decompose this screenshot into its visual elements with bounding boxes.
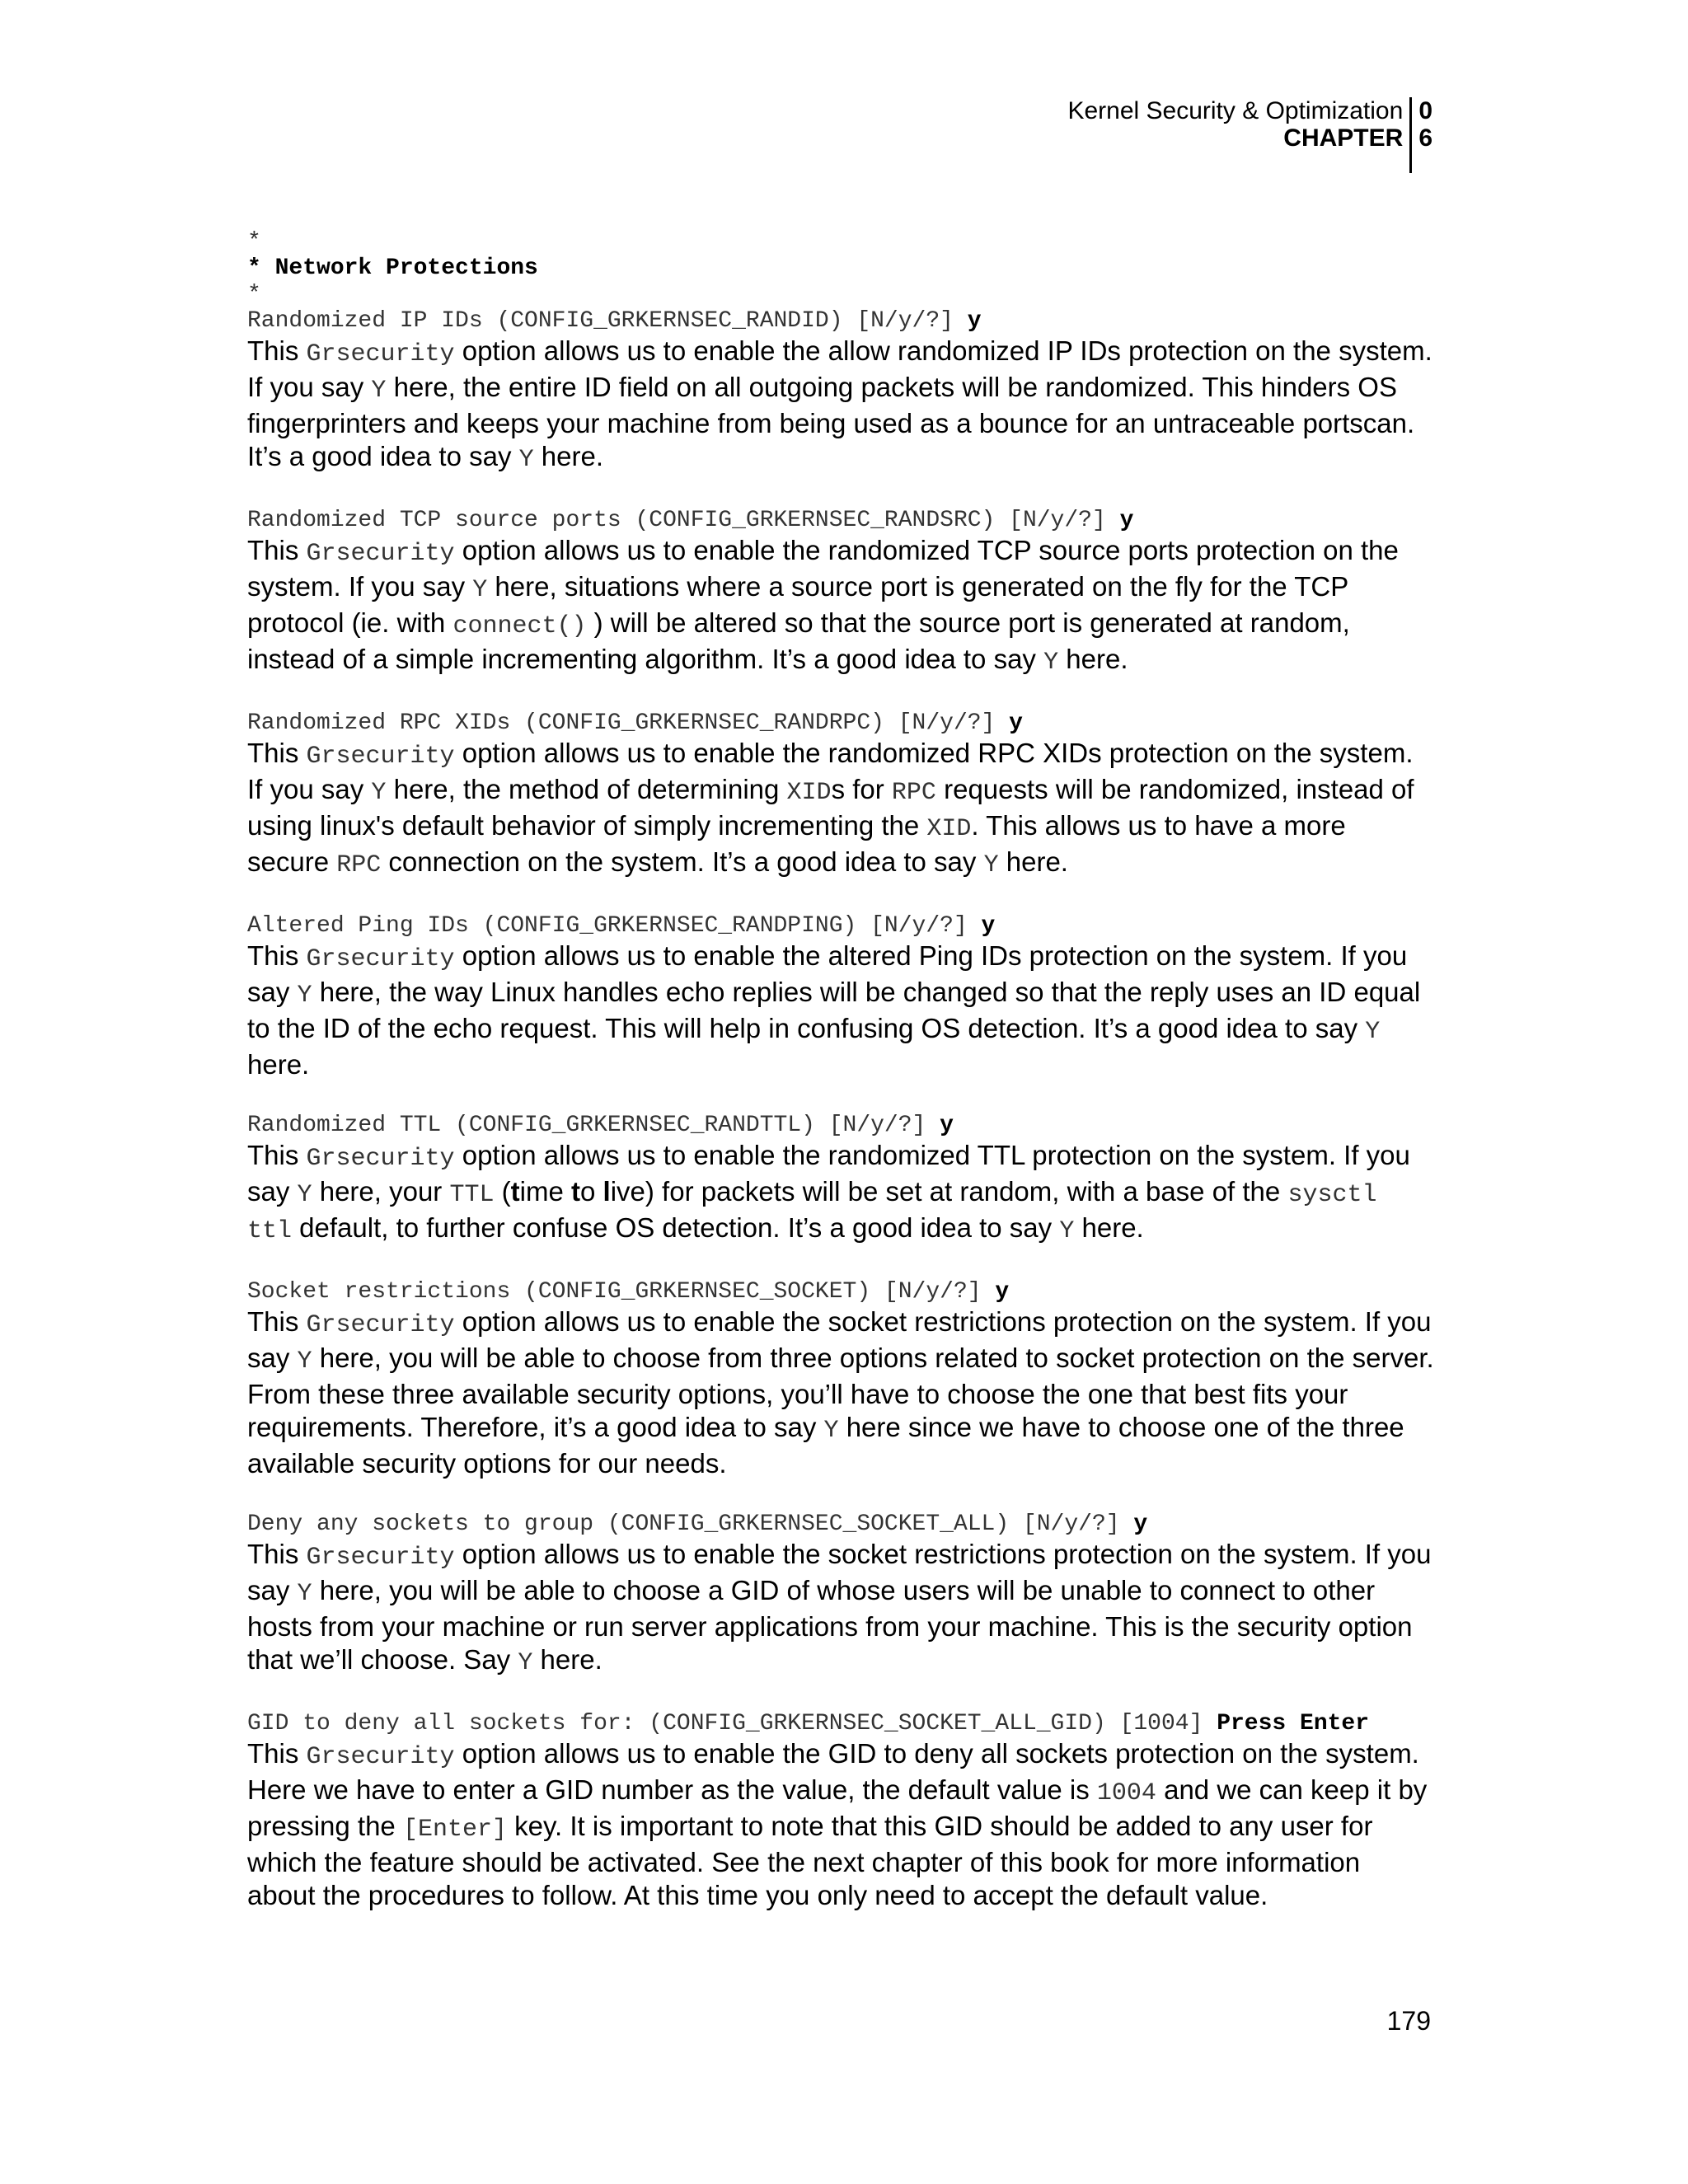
inline-code: Y	[297, 1181, 312, 1209]
chapter-digit-2: 6	[1418, 124, 1432, 152]
inline-code: XID	[786, 779, 832, 807]
config-prompt-text: GID to deny all sockets for: (CONFIG_GRKERNSEC_SOCKET_ALL_GID) [1004]	[247, 1711, 1217, 1736]
description-text: (	[494, 1176, 511, 1207]
inline-code: RPC	[891, 779, 936, 807]
config-prompt-text: Altered Ping IDs (CONFIG_GRKERNSEC_RANDPING) [N/y/?]	[247, 913, 982, 939]
chapter-digit-1: 0	[1418, 97, 1432, 124]
description-text: here.	[998, 846, 1068, 877]
description-text: here, the way Linux handles echo replies will be changed so that the reply uses an ID equal to the ID of the echo request. This will help in confusing OS detection. It’s a good idea to say	[247, 977, 1421, 1043]
config-answer: y	[995, 1279, 1010, 1305]
description-text: . This allows us to have a more secure	[247, 810, 1346, 877]
description-text: s for	[831, 774, 892, 804]
description-text: option allows us to enable the allow randomized IP IDs protection on the system. If you say	[247, 335, 1432, 402]
inline-code: TTL	[449, 1181, 495, 1209]
config-answer: y	[1009, 710, 1023, 736]
inline-code: Y	[297, 982, 312, 1010]
inline-code: 1004	[1096, 1779, 1156, 1807]
description-text: here.	[532, 1644, 603, 1675]
description-text: option allows us to enable the randomized TTL protection on the system. If you say	[247, 1140, 1410, 1207]
config-prompt	[247, 1711, 1434, 1737]
config-section	[247, 1511, 1434, 1680]
description-text: requests will be randomized, instead of using linux's default behavior of simply incrementing the	[247, 774, 1414, 841]
description-text: This	[247, 335, 307, 366]
description-text: key. It is important to note that this GID should be added to any user for which the feature should be activated. See the next chapter of this book for more information about the procedures to follow. At this time you only need to accept the default value.	[247, 1811, 1373, 1910]
description-text: option allows us to enable the randomized TCP source ports protection on the system. If you say	[247, 535, 1399, 602]
description-text: and we can keep it by pressing the	[247, 1774, 1428, 1841]
header-chapter-number	[1412, 97, 1432, 173]
inline-code: sysctl ttl	[247, 1181, 1377, 1245]
inline-code: Y	[823, 1417, 839, 1445]
inline-code: Y	[1365, 1018, 1381, 1046]
config-section	[247, 1113, 1434, 1248]
config-description	[247, 1139, 1434, 1248]
config-prompt-text: Deny any sockets to group (CONFIG_GRKERNSEC_SOCKET_ALL) [N/y/?]	[247, 1511, 1134, 1537]
config-section	[247, 508, 1434, 679]
inline-code: Y	[983, 851, 999, 879]
inline-code: Grsecurity	[306, 743, 455, 771]
inline-code: Y	[518, 446, 534, 474]
config-prompt-text: Randomized IP IDs (CONFIG_GRKERNSEC_RANDID) [N/y/?]	[247, 308, 968, 334]
config-section	[247, 1711, 1434, 1912]
bold-letter: t	[571, 1176, 580, 1207]
description-text: option allows us to enable the GID to deny all sockets protection on the system. Here we have to enter a GID number as the value, the default value is	[247, 1738, 1419, 1805]
config-prompt	[247, 308, 1434, 335]
section-heading: * Network Protections	[247, 255, 538, 281]
description-text: here, situations where a source port is generated on the fly for the TCP protocol (ie. with	[247, 571, 1348, 638]
config-description	[247, 940, 1434, 1081]
config-description	[247, 335, 1434, 476]
config-prompt	[247, 1113, 1434, 1139]
description-text: This	[247, 940, 307, 971]
description-text: here.	[1058, 644, 1128, 674]
intro-star-line: *	[247, 282, 261, 307]
config-prompt	[247, 710, 1434, 737]
description-text: here, your	[312, 1176, 450, 1207]
description-text: here, the method of determining	[386, 774, 787, 804]
inline-code: RPC	[336, 851, 382, 879]
inline-code: Y	[518, 1649, 533, 1677]
description-text: ime	[519, 1176, 571, 1207]
description-text: This	[247, 738, 307, 768]
config-section	[247, 710, 1434, 882]
description-text: This	[247, 1306, 307, 1337]
config-section	[247, 1279, 1434, 1480]
config-answer: y	[981, 913, 996, 939]
inline-code: Grsecurity	[306, 945, 455, 973]
inline-code: Grsecurity	[306, 540, 455, 568]
inline-code: Grsecurity	[306, 1145, 455, 1173]
inline-code: connect()	[452, 612, 587, 640]
config-section	[247, 308, 1434, 476]
description-text: here since we have to choose one of the three available security options for our needs.	[247, 1412, 1404, 1479]
config-description	[247, 534, 1434, 679]
description-text: here.	[247, 1049, 310, 1080]
intro-star-line: *	[247, 229, 261, 255]
config-prompt-text: Socket restrictions (CONFIG_GRKERNSEC_SOCKET) [N/y/?]	[247, 1279, 996, 1305]
description-text: here.	[1074, 1212, 1144, 1243]
inline-code: Grsecurity	[306, 1544, 455, 1572]
inline-code: [Enter]	[402, 1816, 507, 1844]
bold-letter: t	[510, 1176, 520, 1207]
description-text: here, you will be able to choose from three options related to socket protection on the server. From these three available security options, you’ll have to choose the one that best fits your requirements. Therefore, it’s a good idea to say	[247, 1343, 1434, 1442]
inline-code: Y	[297, 1580, 312, 1608]
config-section	[247, 913, 1434, 1081]
description-text: This	[247, 1738, 307, 1769]
config-answer: y	[1133, 1511, 1148, 1537]
description-text: This	[247, 1140, 307, 1170]
config-answer: y	[967, 308, 982, 334]
description-text: This	[247, 535, 307, 565]
config-prompt	[247, 508, 1434, 534]
config-answer: y	[940, 1113, 954, 1138]
inline-code: Y	[371, 377, 387, 405]
inline-code: Grsecurity	[306, 1311, 455, 1339]
inline-code: Grsecurity	[306, 1743, 455, 1771]
config-prompt	[247, 1511, 1434, 1538]
config-prompt	[247, 913, 1434, 940]
description-text: option allows us to enable the altered Ping IDs protection on the system. If you say	[247, 940, 1408, 1007]
header-text	[1067, 97, 1409, 173]
inline-code: Y	[1043, 649, 1059, 677]
page-header	[1067, 97, 1432, 173]
config-answer: Press Enter	[1217, 1711, 1370, 1736]
inline-code: Grsecurity	[306, 340, 455, 368]
config-description	[247, 1305, 1434, 1480]
description-text: This	[247, 1539, 307, 1569]
config-answer: y	[1119, 508, 1134, 533]
description-text: o	[580, 1176, 603, 1207]
config-prompt-text: Randomized RPC XIDs (CONFIG_GRKERNSEC_RANDRPC) [N/y/?]	[247, 710, 1010, 736]
config-description	[247, 737, 1434, 882]
inline-code: Y	[297, 1347, 312, 1376]
config-description	[247, 1737, 1434, 1912]
description-text: default, to further confuse OS detection. It’s a good idea to say	[292, 1212, 1060, 1243]
config-description	[247, 1538, 1434, 1680]
config-prompt-text: Randomized TTL (CONFIG_GRKERNSEC_RANDTTL) [N/y/?]	[247, 1113, 940, 1138]
page-number: 179	[1386, 2006, 1431, 2036]
inline-code: XID	[926, 815, 972, 843]
header-chapter-label: CHAPTER	[1283, 124, 1404, 152]
description-text: ) will be altered so that the source port is generated at random, instead of a simple incrementing algorithm. It’s a good idea to say	[247, 607, 1350, 674]
description-text: option allows us to enable the socket restrictions protection on the system. If you say	[247, 1306, 1432, 1373]
header-title: Kernel Security & Optimization	[1067, 97, 1404, 124]
page-content	[247, 229, 1434, 1912]
inline-code: Y	[1059, 1217, 1075, 1245]
description-text: here.	[533, 441, 604, 471]
description-text: option allows us to enable the randomized RPC XIDs protection on the system. If you say	[247, 738, 1414, 804]
inline-code: Y	[472, 576, 488, 604]
description-text: here, you will be able to choose a GID of whose users will be unable to connect to other hosts from your machine or run server applications from your machine. This is the security option that we’ll choose. Say	[247, 1575, 1413, 1675]
bold-letter: l	[603, 1176, 611, 1207]
description-text: here, the entire ID field on all outgoing packets will be randomized. This hinders OS fingerprinters and keeps your machine from being used as a bounce for an untraceable portscan. It’s a good idea to say	[247, 372, 1415, 471]
config-prompt	[247, 1279, 1434, 1305]
inline-code: Y	[371, 779, 387, 807]
description-text: ive) for packets will be set at random, with a base of the	[610, 1176, 1288, 1207]
config-sections	[247, 308, 1434, 1912]
description-text: connection on the system. It’s a good idea to say	[381, 846, 984, 877]
config-prompt-text: Randomized TCP source ports (CONFIG_GRKERNSEC_RANDSRC) [N/y/?]	[247, 508, 1120, 533]
description-text: option allows us to enable the socket restrictions protection on the system. If you say	[247, 1539, 1432, 1605]
